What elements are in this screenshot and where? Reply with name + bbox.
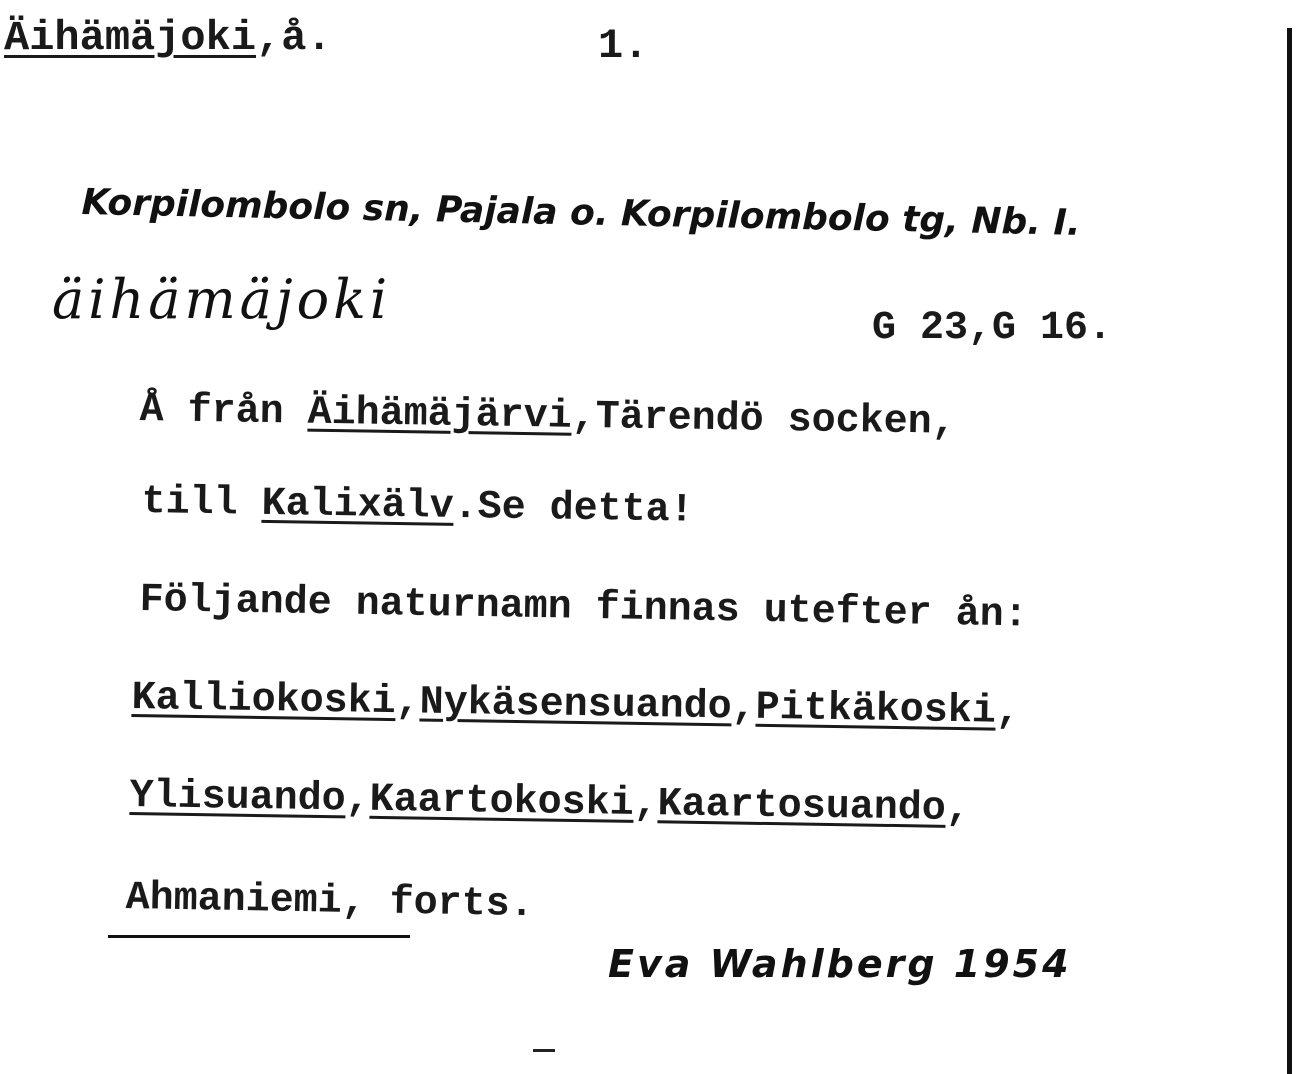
place-name-kalliokoski: Kalliokoski [131, 676, 397, 726]
place-name-pitkakoski: Pitkäkoski [755, 685, 997, 735]
body-line-2 [141, 480, 694, 534]
place-name-aihamajarvi: Äihämäjärvi [307, 390, 573, 440]
separator: , [345, 777, 371, 823]
card-header-title [4, 14, 332, 62]
separator: , [945, 786, 971, 833]
place-name-kalixalv: Kalixälv [261, 481, 455, 530]
body-line-3: Följande naturnamn finnas utefter ån: [139, 578, 1029, 639]
entry-suffix: ,å. [256, 14, 332, 62]
place-name-ylisuando: Ylisuando [129, 774, 347, 823]
card-number: 1. [598, 22, 649, 70]
separator: , [995, 689, 1021, 735]
card-edge-line [1287, 28, 1292, 1074]
separator: , [395, 680, 421, 726]
body-line-1 [139, 388, 956, 446]
line2-suffix: .Se detta! [453, 484, 695, 534]
signature-stamp: Eva Wahlberg 1954 [608, 942, 1072, 986]
map-references: G 23,G 16. [872, 306, 1113, 351]
line1-suffix: ,Tärendö socken, [571, 394, 957, 446]
handwritten-form: äihämäjoki [52, 268, 392, 331]
body-line-5 [129, 774, 970, 832]
place-name-kaartosuando: Kaartosuando [657, 782, 947, 832]
line1-prefix: Å från [139, 388, 309, 436]
place-name-nykasensuando: Nykäsensuando [419, 680, 733, 731]
line2-prefix: till [141, 480, 263, 527]
underline-ahmaniemi [108, 935, 410, 938]
bottom-mark [533, 1049, 555, 1052]
separator: , [633, 781, 659, 828]
entry-name: Äihämäjoki [4, 14, 257, 62]
body-line-4 [131, 676, 1020, 735]
location-stamp: Korpilombolo sn, Pajala o. Korpilombolo tg, Nb. I. [81, 182, 1081, 244]
place-name-kaartokoski: Kaartokoski [369, 777, 635, 827]
separator: , [731, 685, 757, 731]
body-line-6: Ahmaniemi, forts. [125, 876, 535, 929]
